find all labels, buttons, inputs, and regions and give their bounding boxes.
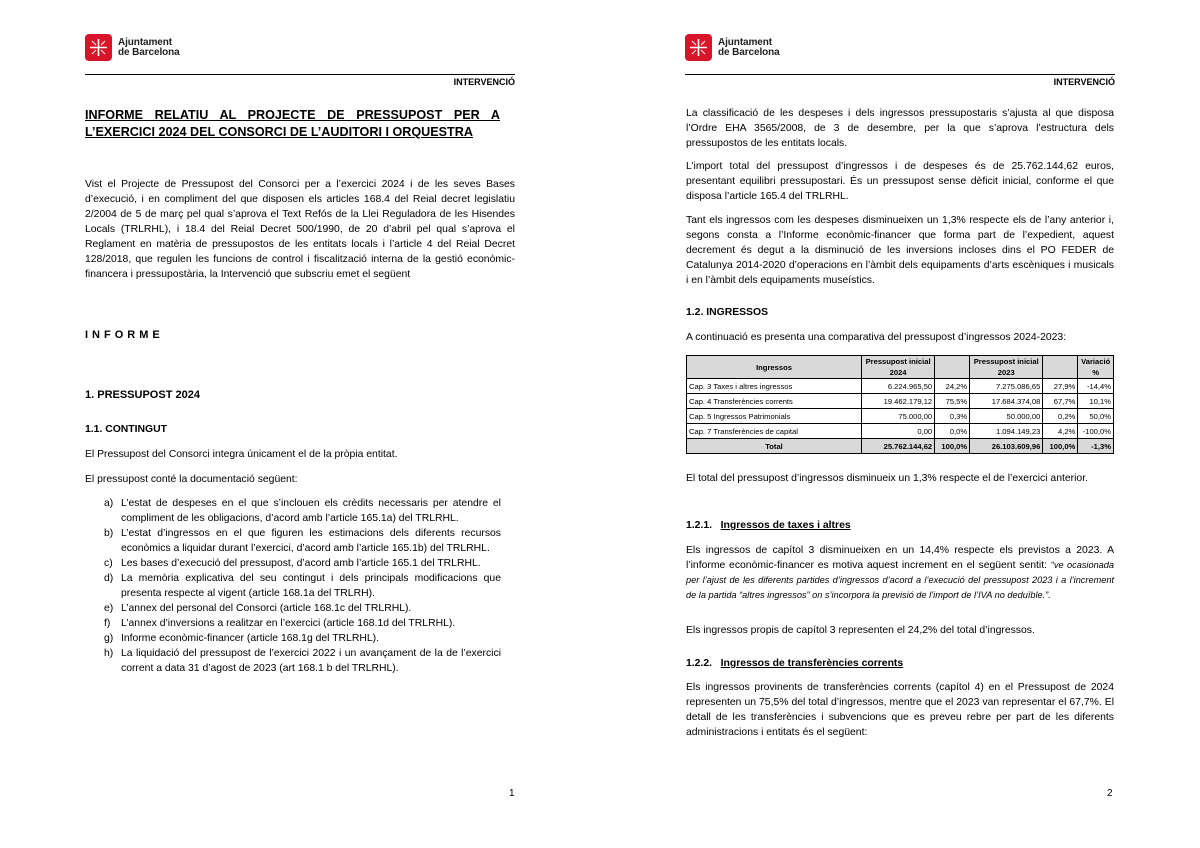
- header-rule: [85, 74, 515, 75]
- table-row: Cap. 7 Transferències de capital 0,00 0,0% 1.094.149,23 4,2% -100,0%: [687, 424, 1114, 439]
- iefin-quote: “ve ocasionada per l’ajust de les diferents partides d’ingressos d’acord a l’execució del pressupost 2023 i a l’increment de la partida “altres ingressos” on s’incorpora la previsió de l’import de l’IVA no deduïble.”.: [686, 560, 1115, 600]
- table-row: Cap. 4 Transferències corrents 19.462.179,12 75,5% 17.684.374,08 67,7% 10,1%: [687, 394, 1114, 409]
- list-item: f) L’annex d’inversions a realitzar en l’exercici (article 168.1d del TRLRHL).: [104, 618, 456, 629]
- table-header-row: [687, 356, 1114, 379]
- paragraph-import-total: L’import total del pressupost d’ingressos i de despeses és de 25.762.144,62 euros, presentant equilibri pressupostari. És un pressupost sense dèficit inicial, conforme el que disposa l’article 165.4 del TRLRHL.: [686, 161, 1114, 202]
- intro-paragraph: Vist el Projecte de Pressupost del Consorci per a l’exercici 2024 i de les seves Bases d’execució, i en compliment del que disposen els articles 168.4 del Reial decret legislatiu 2/2004 de 5 de març pel qual s’aprova el Text Refós de la Llei Reguladora de les Hisendes Locals (TRLRHL), i 18.4 del Reial Decret 500/1990, de 20 d’abril pel qual s’aprova el Reglament en matèria de pressupostos de les entitats locals i l’article 4 del Reial Decret 128/2018, que regulen les funcions de control i fiscalització interna de la gestió econòmic-financera i pressupostària, la Intervenció que subscriu emet el següent: [85, 179, 515, 280]
- barcelona-shield-icon: [85, 34, 112, 61]
- list-item: d) La memòria explicativa del seu contingut i dels principals modificacions que presenta respecte al vigent (article 168.1a del TRLRH).: [104, 573, 501, 599]
- org-name-line1: Ajuntament: [118, 36, 173, 48]
- header-section-label: INTERVENCIÓ: [453, 77, 515, 87]
- documentation-list: [104, 496, 501, 676]
- section-1-2-1-heading: 1.2.1. Ingressos de taxes i altres: [686, 520, 851, 531]
- income-comparison-table: [686, 355, 1114, 454]
- header-pct-2024: [935, 356, 970, 379]
- barcelona-shield-icon: [685, 34, 712, 61]
- list-item: c) Les bases d’execució del pressupost, d’acord amb l’article 165.1 del TRLRHL.: [104, 558, 481, 569]
- paragraph-transferencies: Els ingressos provinents de transferències corrents (capítol 4) en el Pressupost de 2024 representen un 75,5% del total d’ingressos, mentre que el 2023 van representar el 67,7%. El detall de les transferències i subvencions que es preveu rebre per part de les diferents administracions i entitats és el següent:: [686, 682, 1114, 738]
- page-number: 2: [1107, 788, 1113, 799]
- ajuntament-logo: [685, 34, 780, 61]
- header-rule: [685, 74, 1115, 75]
- paragraph-comparativa: A continuació es presenta una comparativa del pressupost d’ingressos 2024-2023:: [686, 332, 1067, 343]
- page-number: 1: [509, 788, 515, 799]
- header-variacio: Variació %: [1078, 356, 1114, 379]
- list-item: a) L’estat de despeses en el que s’inclouen els crèdits necessaris per atendre el compliment de les obligacions, d’acord amb l’article 165.1a) del TRLRHL.: [104, 498, 501, 524]
- paragraph-capitol-3: Els ingressos de capítol 3 disminueixen en un 14,4% respecte els previstos a 2023. A l’informe econòmic-financer es motiva aquest increment en el següent sentit: “ve ocasionada per l’ajust de les diferents partides d’ingressos d’acord a l’execució del pressupost 2023 i a l’increment de la partida “altres ingressos” on s’incorpora la previsió de l’import de l’IVA no deduïble.”.: [686, 545, 1115, 600]
- list-item: b) L’estat d’ingressos en el que figuren les estimacions dels diferents recursos econòmics a liquidar durant l’exercici, d’acord amb l’article 165.1b) del TRLRHL.: [104, 528, 501, 554]
- paragraph-classificacio: La classificació de les despeses i dels ingressos pressupostaris s’ajusta al que disposa l’Ordre EHA 3565/2008, de 3 de desembre, per la que s’aprova l’estructura dels pressupostos de les entitats locals.: [686, 108, 1114, 149]
- paragraph-total-ingressos: El total del pressupost d’ingressos disminueix un 1,3% respecte el de l’exercici anterior.: [686, 473, 1088, 484]
- header-section-label: INTERVENCIÓ: [1053, 77, 1115, 87]
- header-pct-2023: [1043, 356, 1078, 379]
- paragraph-contingut-1: El Pressupost del Consorci integra únicament el de la pròpia entitat.: [85, 449, 398, 460]
- header-2024: Pressupost inicial 2024: [862, 356, 935, 379]
- org-name-line2: de Barcelona: [718, 46, 780, 58]
- header-ingressos: Ingressos: [687, 356, 862, 379]
- section-1-2-heading: 1.2. INGRESSOS: [686, 307, 768, 318]
- list-item: e) L’annex del personal del Consorci (article 168.1c del TRLRHL).: [104, 603, 412, 614]
- table-row: Cap. 5 Ingressos Patrimonials 75.000,00 0,3% 50.000,00 0,2% 50,0%: [687, 409, 1114, 424]
- header-2023: Pressupost inicial 2023: [970, 356, 1043, 379]
- section-1-heading: 1. PRESSUPOST 2024: [85, 389, 200, 401]
- table-total-row: Total 25.762.144,62 100,0% 26.103.609,96 100,0% -1,3%: [687, 439, 1114, 454]
- ajuntament-logo: [85, 34, 180, 61]
- paragraph-ingressos-propis: Els ingressos propis de capítol 3 representen el 24,2% del total d’ingressos.: [686, 625, 1035, 636]
- document-page-2: [600, 0, 1200, 848]
- list-item: g) Informe econòmic-financer (article 168.1g del TRLRHL).: [104, 633, 379, 644]
- report-title: INFORME RELATIU AL PROJECTE DE PRESSUPOST PER A L’EXERCICI 2024 DEL CONSORCI DE L’AUDITORI I ORQUESTRA: [85, 108, 500, 139]
- section-1-2-2-heading: 1.2.2. Ingressos de transferències corrents: [686, 658, 904, 669]
- list-item: h) La liquidació del pressupost de l’exercici 2022 i un avançament de la de l’exercici corrent a data 31 d’agost de 2023 (art 168.1 b del TRLRHL).: [104, 648, 501, 674]
- section-1-1-heading: 1.1. CONTINGUT: [85, 424, 167, 435]
- paragraph-contingut-2: El pressupost conté la documentació següent:: [85, 474, 298, 485]
- table-row: Cap. 3 Taxes i altres ingressos 6.224.965,50 24,2% 7.275.086,65 27,9% -14,4%: [687, 379, 1114, 394]
- informe-heading: INFORME: [85, 329, 164, 341]
- org-name-line2: de Barcelona: [118, 46, 180, 58]
- paragraph-disminucio: Tant els ingressos com les despeses disminueixen un 1,3% respecte els de l’any anterior i, segons consta a l’Informe econòmic-financer que forma part de l’expedient, aquest decrement és degut a la disminució de les inversions incloses dins el PO FEDER de Catalunya 2014-2020 d’operacions en l’àmbit dels equipaments d’arts escèniques i musicals i en l’àmbit dels equipaments museístics.: [686, 215, 1114, 286]
- org-name-line1: Ajuntament: [718, 36, 773, 48]
